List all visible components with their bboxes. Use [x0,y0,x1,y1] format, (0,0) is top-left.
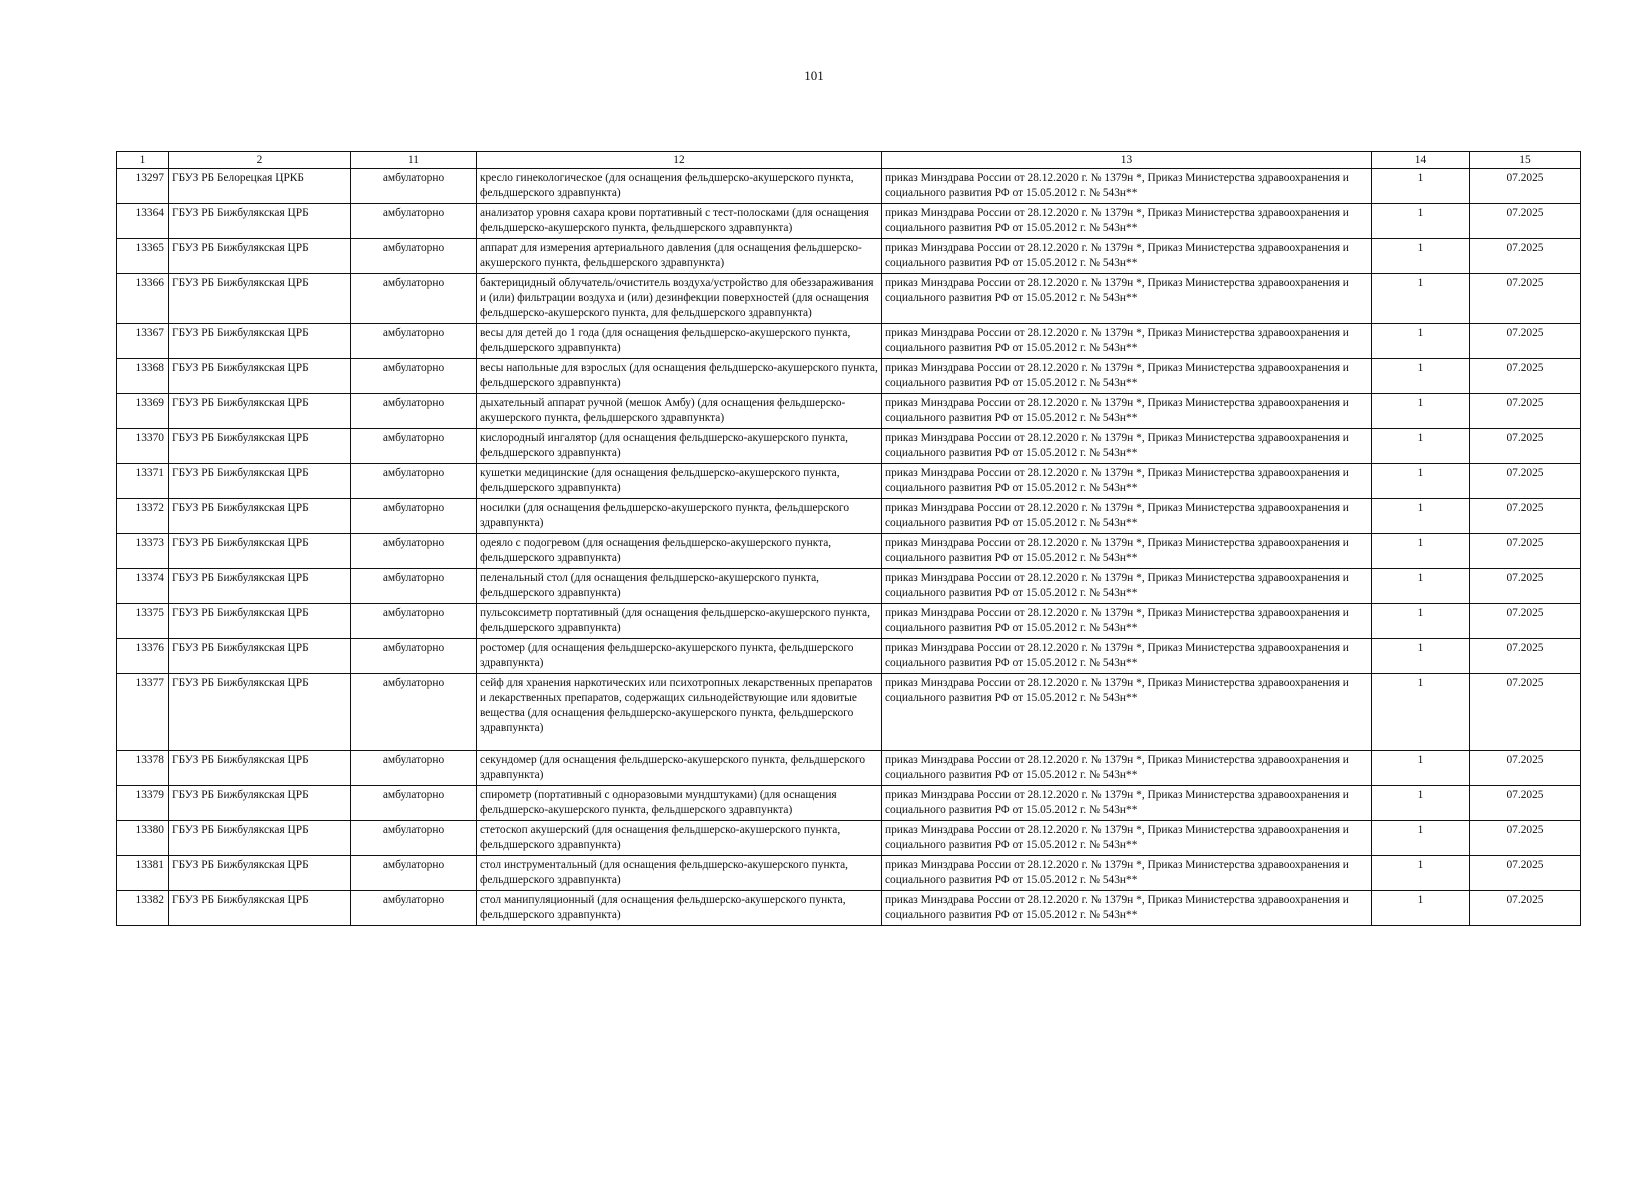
table-row [117,534,1581,569]
care-mode-cell: амбулаторно [351,569,477,604]
organization-cell: ГБУЗ РБ Бижбулякская ЦРБ [169,394,351,429]
legal-basis-cell: приказ Минздрава России от 28.12.2020 г. № 1379н *, Приказ Министерства здравоохранения и социального развития РФ от 15.05.2012 г. № 543н** [882,856,1372,891]
row-number-cell: 13364 [117,204,169,239]
date-cell: 07.2025 [1470,786,1581,821]
care-mode-cell: амбулаторно [351,324,477,359]
legal-basis-cell: приказ Минздрава России от 28.12.2020 г. № 1379н *, Приказ Министерства здравоохранения и социального развития РФ от 15.05.2012 г. № 543н** [882,751,1372,786]
equipment-name-cell: пеленальный стол (для оснащения фельдшерско-акушерского пункта, фельдшерского здравпункта) [477,569,882,604]
page-number: 101 [804,68,824,83]
table-row [117,394,1581,429]
legal-basis-cell: приказ Минздрава России от 28.12.2020 г. № 1379н *, Приказ Министерства здравоохранения и социального развития РФ от 15.05.2012 г. № 543н** [882,891,1372,926]
date-cell: 07.2025 [1470,499,1581,534]
legal-basis-cell: приказ Минздрава России от 28.12.2020 г. № 1379н *, Приказ Министерства здравоохранения и социального развития РФ от 15.05.2012 г. № 543н** [882,786,1372,821]
header-cell: 2 [169,152,351,169]
equipment-name-cell: пульсоксиметр портативный (для оснащения фельдшерско-акушерского пункта, фельдшерского здравпункта) [477,604,882,639]
organization-cell: ГБУЗ РБ Бижбулякская ЦРБ [169,639,351,674]
legal-basis-cell: приказ Минздрава России от 28.12.2020 г. № 1379н *, Приказ Министерства здравоохранения и социального развития РФ от 15.05.2012 г. № 543н** [882,429,1372,464]
care-mode-cell: амбулаторно [351,274,477,324]
date-cell: 07.2025 [1470,204,1581,239]
header-cell: 14 [1372,152,1470,169]
date-cell: 07.2025 [1470,674,1581,751]
table-row [117,429,1581,464]
care-mode-cell: амбулаторно [351,239,477,274]
quantity-cell: 1 [1372,604,1470,639]
legal-basis-cell: приказ Минздрава России от 28.12.2020 г. № 1379н *, Приказ Министерства здравоохранения и социального развития РФ от 15.05.2012 г. № 543н** [882,169,1372,204]
table-row [117,239,1581,274]
row-number-cell: 13366 [117,274,169,324]
organization-cell: ГБУЗ РБ Бижбулякская ЦРБ [169,569,351,604]
equipment-name-cell: носилки (для оснащения фельдшерско-акушерского пункта, фельдшерского здравпункта) [477,499,882,534]
quantity-cell: 1 [1372,359,1470,394]
care-mode-cell: амбулаторно [351,674,477,751]
date-cell: 07.2025 [1470,569,1581,604]
care-mode-cell: амбулаторно [351,204,477,239]
equipment-name-cell: стетоскоп акушерский (для оснащения фельдшерско-акушерского пункта, фельдшерского здравпункта) [477,821,882,856]
care-mode-cell: амбулаторно [351,751,477,786]
organization-cell: ГБУЗ РБ Бижбулякская ЦРБ [169,499,351,534]
quantity-cell: 1 [1372,751,1470,786]
row-number-cell: 13382 [117,891,169,926]
quantity-cell: 1 [1372,569,1470,604]
legal-basis-cell: приказ Минздрава России от 28.12.2020 г. № 1379н *, Приказ Министерства здравоохранения и социального развития РФ от 15.05.2012 г. № 543н** [882,534,1372,569]
date-cell: 07.2025 [1470,429,1581,464]
row-number-cell: 13365 [117,239,169,274]
equipment-name-cell: одеяло с подогревом (для оснащения фельдшерско-акушерского пункта, фельдшерского здравпункта) [477,534,882,569]
table-row [117,464,1581,499]
care-mode-cell: амбулаторно [351,786,477,821]
legal-basis-cell: приказ Минздрава России от 28.12.2020 г. № 1379н *, Приказ Министерства здравоохранения и социального развития РФ от 15.05.2012 г. № 543н** [882,324,1372,359]
table-row [117,359,1581,394]
organization-cell: ГБУЗ РБ Белорецкая ЦРКБ [169,169,351,204]
table-row [117,274,1581,324]
quantity-cell: 1 [1372,499,1470,534]
row-number-cell: 13371 [117,464,169,499]
equipment-name-cell: кислородный ингалятор (для оснащения фельдшерско-акушерского пункта, фельдшерского здравпункта) [477,429,882,464]
organization-cell: ГБУЗ РБ Бижбулякская ЦРБ [169,239,351,274]
quantity-cell: 1 [1372,204,1470,239]
date-cell: 07.2025 [1470,751,1581,786]
date-cell: 07.2025 [1470,359,1581,394]
equipment-name-cell: спирометр (портативный с одноразовыми мундштуками) (для оснащения фельдшерско-акушерского пункта, фельдшерского здравпункта) [477,786,882,821]
quantity-cell: 1 [1372,534,1470,569]
quantity-cell: 1 [1372,639,1470,674]
care-mode-cell: амбулаторно [351,394,477,429]
organization-cell: ГБУЗ РБ Бижбулякская ЦРБ [169,429,351,464]
legal-basis-cell: приказ Минздрава России от 28.12.2020 г. № 1379н *, Приказ Министерства здравоохранения и социального развития РФ от 15.05.2012 г. № 543н** [882,821,1372,856]
organization-cell: ГБУЗ РБ Бижбулякская ЦРБ [169,464,351,499]
equipment-name-cell: секундомер (для оснащения фельдшерско-акушерского пункта, фельдшерского здравпункта) [477,751,882,786]
table-row [117,751,1581,786]
quantity-cell: 1 [1372,239,1470,274]
equipment-name-cell: весы напольные для взрослых (для оснащения фельдшерско-акушерского пункта, фельдшерского здравпункта) [477,359,882,394]
date-cell: 07.2025 [1470,464,1581,499]
equipment-name-cell: сейф для хранения наркотических или психотропных лекарственных препаратов и лекарственных препаратов, содержащих сильнодействующие или ядовитые вещества (для оснащения фельдшерско-акушерского пункта, фельдшерского здравпункта) [477,674,882,751]
header-cell: 15 [1470,152,1581,169]
legal-basis-cell: приказ Минздрава России от 28.12.2020 г. № 1379н *, Приказ Министерства здравоохранения и социального развития РФ от 15.05.2012 г. № 543н** [882,274,1372,324]
organization-cell: ГБУЗ РБ Бижбулякская ЦРБ [169,359,351,394]
table-row [117,674,1581,751]
care-mode-cell: амбулаторно [351,464,477,499]
organization-cell: ГБУЗ РБ Бижбулякская ЦРБ [169,751,351,786]
organization-cell: ГБУЗ РБ Бижбулякская ЦРБ [169,204,351,239]
quantity-cell: 1 [1372,821,1470,856]
equipment-name-cell: дыхательный аппарат ручной (мешок Амбу) (для оснащения фельдшерско-акушерского пункта, фельдшерского здравпункта) [477,394,882,429]
legal-basis-cell: приказ Минздрава России от 28.12.2020 г. № 1379н *, Приказ Министерства здравоохранения и социального развития РФ от 15.05.2012 г. № 543н** [882,604,1372,639]
quantity-cell: 1 [1372,464,1470,499]
header-cell: 11 [351,152,477,169]
quantity-cell: 1 [1372,274,1470,324]
date-cell: 07.2025 [1470,891,1581,926]
legal-basis-cell: приказ Минздрава России от 28.12.2020 г. № 1379н *, Приказ Министерства здравоохранения и социального развития РФ от 15.05.2012 г. № 543н** [882,499,1372,534]
care-mode-cell: амбулаторно [351,359,477,394]
equipment-name-cell: стол манипуляционный (для оснащения фельдшерско-акушерского пункта, фельдшерского здравпункта) [477,891,882,926]
legal-basis-cell: приказ Минздрава России от 28.12.2020 г. № 1379н *, Приказ Министерства здравоохранения и социального развития РФ от 15.05.2012 г. № 543н** [882,674,1372,751]
table-row [117,891,1581,926]
quantity-cell: 1 [1372,674,1470,751]
row-number-cell: 13377 [117,674,169,751]
date-cell: 07.2025 [1470,324,1581,359]
care-mode-cell: амбулаторно [351,169,477,204]
table-row [117,204,1581,239]
row-number-cell: 13374 [117,569,169,604]
care-mode-cell: амбулаторно [351,429,477,464]
date-cell: 07.2025 [1470,639,1581,674]
header-cell: 12 [477,152,882,169]
organization-cell: ГБУЗ РБ Бижбулякская ЦРБ [169,604,351,639]
organization-cell: ГБУЗ РБ Бижбулякская ЦРБ [169,274,351,324]
equipment-name-cell: кушетки медицинские (для оснащения фельдшерско-акушерского пункта, фельдшерского здравпункта) [477,464,882,499]
organization-cell: ГБУЗ РБ Бижбулякская ЦРБ [169,856,351,891]
legal-basis-cell: приказ Минздрава России от 28.12.2020 г. № 1379н *, Приказ Министерства здравоохранения и социального развития РФ от 15.05.2012 г. № 543н** [882,464,1372,499]
legal-basis-cell: приказ Минздрава России от 28.12.2020 г. № 1379н *, Приказ Министерства здравоохранения и социального развития РФ от 15.05.2012 г. № 543н** [882,359,1372,394]
care-mode-cell: амбулаторно [351,604,477,639]
equipment-name-cell: анализатор уровня сахара крови портативный с тест-полосками (для оснащения фельдшерско-акушерского пункта, фельдшерского здравпункта) [477,204,882,239]
table-row [117,569,1581,604]
row-number-cell: 13379 [117,786,169,821]
care-mode-cell: амбулаторно [351,856,477,891]
table-row [117,639,1581,674]
equipment-name-cell: весы для детей до 1 года (для оснащения фельдшерско-акушерского пункта, фельдшерского здравпункта) [477,324,882,359]
row-number-cell: 13369 [117,394,169,429]
date-cell: 07.2025 [1470,169,1581,204]
quantity-cell: 1 [1372,429,1470,464]
date-cell: 07.2025 [1470,821,1581,856]
row-number-cell: 13381 [117,856,169,891]
date-cell: 07.2025 [1470,534,1581,569]
date-cell: 07.2025 [1470,856,1581,891]
table-row [117,169,1581,204]
quantity-cell: 1 [1372,324,1470,359]
organization-cell: ГБУЗ РБ Бижбулякская ЦРБ [169,674,351,751]
table-row [117,786,1581,821]
row-number-cell: 13368 [117,359,169,394]
organization-cell: ГБУЗ РБ Бижбулякская ЦРБ [169,821,351,856]
table-row [117,604,1581,639]
row-number-cell: 13375 [117,604,169,639]
organization-cell: ГБУЗ РБ Бижбулякская ЦРБ [169,534,351,569]
date-cell: 07.2025 [1470,604,1581,639]
equipment-name-cell: стол инструментальный (для оснащения фельдшерско-акушерского пункта, фельдшерского здравпункта) [477,856,882,891]
table-row [117,821,1581,856]
equipment-name-cell: ростомер (для оснащения фельдшерско-акушерского пункта, фельдшерского здравпункта) [477,639,882,674]
date-cell: 07.2025 [1470,239,1581,274]
header-cell: 1 [117,152,169,169]
table-body [117,169,1581,926]
care-mode-cell: амбулаторно [351,534,477,569]
table-row [117,324,1581,359]
legal-basis-cell: приказ Минздрава России от 28.12.2020 г. № 1379н *, Приказ Министерства здравоохранения и социального развития РФ от 15.05.2012 г. № 543н** [882,639,1372,674]
care-mode-cell: амбулаторно [351,499,477,534]
care-mode-cell: амбулаторно [351,639,477,674]
legal-basis-cell: приказ Минздрава России от 28.12.2020 г. № 1379н *, Приказ Министерства здравоохранения и социального развития РФ от 15.05.2012 г. № 543н** [882,204,1372,239]
equipment-table [116,151,1581,926]
quantity-cell: 1 [1372,394,1470,429]
legal-basis-cell: приказ Минздрава России от 28.12.2020 г. № 1379н *, Приказ Министерства здравоохранения и социального развития РФ от 15.05.2012 г. № 543н** [882,394,1372,429]
row-number-cell: 13367 [117,324,169,359]
row-number-cell: 13297 [117,169,169,204]
table-row [117,856,1581,891]
row-number-cell: 13373 [117,534,169,569]
date-cell: 07.2025 [1470,394,1581,429]
date-cell: 07.2025 [1470,274,1581,324]
equipment-name-cell: аппарат для измерения артериального давления (для оснащения фельдшерско-акушерского пункта, фельдшерского здравпункта) [477,239,882,274]
quantity-cell: 1 [1372,891,1470,926]
table-row [117,499,1581,534]
quantity-cell: 1 [1372,856,1470,891]
organization-cell: ГБУЗ РБ Бижбулякская ЦРБ [169,324,351,359]
row-number-cell: 13372 [117,499,169,534]
organization-cell: ГБУЗ РБ Бижбулякская ЦРБ [169,786,351,821]
row-number-cell: 13370 [117,429,169,464]
quantity-cell: 1 [1372,786,1470,821]
header-cell: 13 [882,152,1372,169]
header-row [117,152,1581,169]
row-number-cell: 13380 [117,821,169,856]
equipment-name-cell: бактерицидный облучатель/очиститель воздуха/устройство для обеззараживания и (или) фильтрации воздуха и (или) дезинфекции поверхностей (для оснащения фельдшерско-акушерского пункта, для фельдшерского здравпункта) [477,274,882,324]
row-number-cell: 13376 [117,639,169,674]
organization-cell: ГБУЗ РБ Бижбулякская ЦРБ [169,891,351,926]
care-mode-cell: амбулаторно [351,891,477,926]
legal-basis-cell: приказ Минздрава России от 28.12.2020 г. № 1379н *, Приказ Министерства здравоохранения и социального развития РФ от 15.05.2012 г. № 543н** [882,569,1372,604]
care-mode-cell: амбулаторно [351,821,477,856]
legal-basis-cell: приказ Минздрава России от 28.12.2020 г. № 1379н *, Приказ Министерства здравоохранения и социального развития РФ от 15.05.2012 г. № 543н** [882,239,1372,274]
quantity-cell: 1 [1372,169,1470,204]
row-number-cell: 13378 [117,751,169,786]
equipment-name-cell: кресло гинекологическое (для оснащения фельдшерско-акушерского пункта, фельдшерского здравпункта) [477,169,882,204]
